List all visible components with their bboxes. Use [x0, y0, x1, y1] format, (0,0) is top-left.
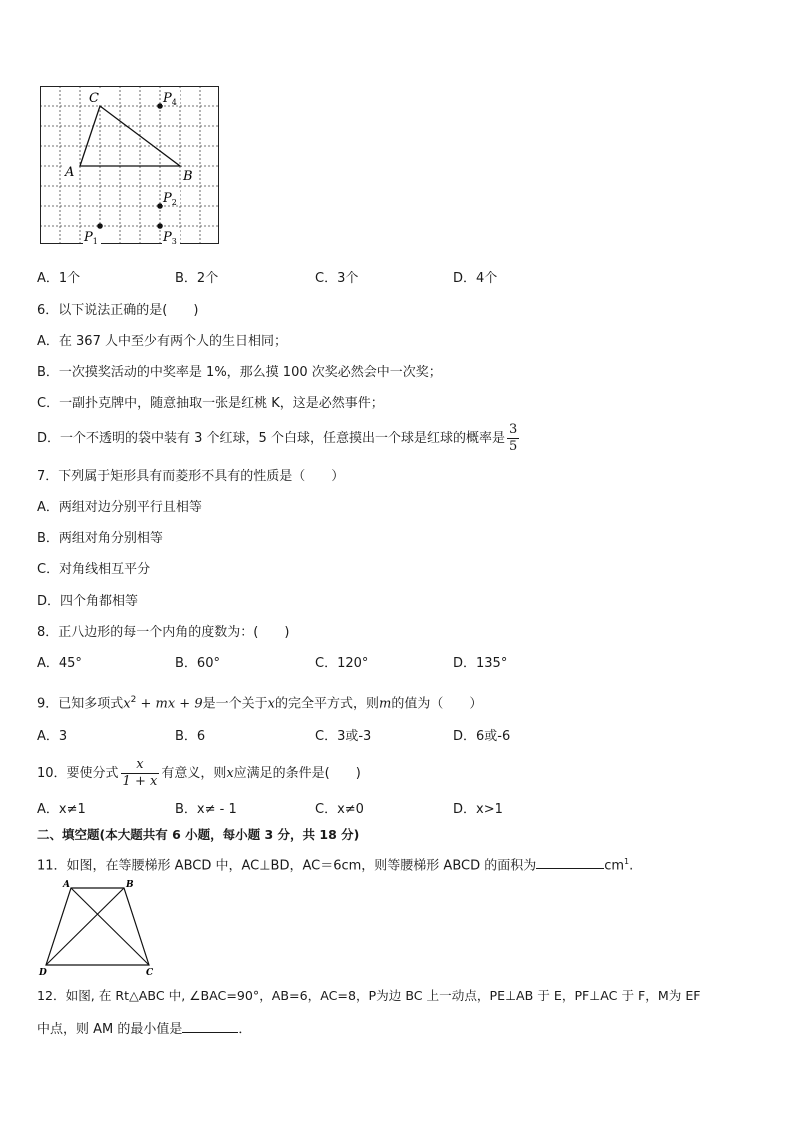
q12-end: ．: [238, 1022, 252, 1037]
q10-stem: [37, 757, 361, 790]
q9-expr: + mx + 9: [136, 696, 203, 712]
q5-option-a: A．1个: [37, 271, 81, 286]
q9-var: x: [267, 696, 275, 712]
q9-mid2: 的完全平方式，则: [274, 696, 379, 712]
q6-option-a: A．在 367 人中至少有两个人的生日相同；: [37, 334, 287, 349]
q10-x: x: [226, 766, 234, 781]
q12-line2: [37, 1018, 251, 1039]
q9-m: m: [378, 696, 392, 712]
q11-answer-blank: [536, 854, 604, 869]
q10-post1: 有意义，则: [161, 766, 227, 781]
q12-line1: 12．如图, 在 Rt△ABC 中, ∠BAC=90°，AB=6，AC=8，P为边 BC 上一动点，PE⊥AB 于 E，PF⊥AC 于 F，M为 EF: [37, 988, 701, 1003]
trap-label-b: B: [126, 880, 134, 890]
q6-option-d-text: D．一个不透明的袋中装有 3 个红球，5 个白球，任意摸出一个球是红球的概率是: [37, 431, 505, 446]
q6-fraction: [507, 422, 519, 455]
q5-option-c: C．3个: [315, 271, 359, 286]
q10-fraction-den: 1 + x: [122, 774, 158, 789]
triangle-abc: [80, 106, 180, 166]
q10-fraction: [121, 757, 160, 790]
q9-option-b: B．6: [175, 729, 206, 744]
q10-option-a: A．x≠1: [37, 802, 86, 817]
q12-text: 中点，则 AM 的最小值是: [37, 1022, 183, 1037]
label-a: A: [65, 165, 75, 180]
q11-unit-exp: 1: [624, 857, 630, 866]
point-p2: [157, 203, 163, 209]
label-p2: $P_2$: [163, 191, 177, 207]
q10-fraction-num: x: [121, 757, 160, 774]
q7-option-c: C．对角线相互平分: [37, 562, 151, 577]
trapezoid-figure: [36, 876, 162, 978]
q7-option-a: A．两组对边分别平行且相等: [37, 500, 202, 515]
q6-fraction-num: 3: [508, 422, 518, 437]
q9-mid: 是一个关于: [202, 696, 268, 712]
point-p1: [97, 223, 103, 229]
q9-exp: 2: [130, 695, 137, 705]
q9-stem: [37, 691, 482, 713]
label-c: C: [89, 91, 99, 106]
q8-option-b: B．60°: [175, 656, 220, 671]
trapezoid-abcd: [46, 888, 149, 965]
q6-option-d: [37, 422, 521, 455]
q10-option-d: D．x>1: [453, 802, 503, 817]
q7-option-d: D．四个角都相等: [37, 594, 139, 609]
q5-option-d: D．4个: [453, 271, 498, 286]
q11-stem: [37, 853, 633, 875]
q9-option-d: D．6或-6: [453, 729, 511, 744]
q6-stem: 6．以下说法正确的是( ): [37, 303, 199, 318]
q9-option-a: A．3: [37, 729, 68, 744]
section-2-title: 二、填空题(本大题共有 6 小题，每小题 3 分，共 18 分): [37, 827, 360, 842]
q9-post: 的值为（ ）: [391, 696, 483, 712]
q11-text: 11．如图，在等腰梯形 ABCD 中，AC⊥BD，AC＝6cm，则等腰梯形 ABCD 的面积为: [37, 858, 537, 874]
label-p4: $P_4$: [163, 91, 177, 107]
point-p3: [157, 223, 163, 229]
q9-x: x: [123, 696, 131, 712]
q10-option-c: C．x≠0: [315, 802, 364, 817]
label-p1: $P_1$: [84, 230, 98, 246]
trap-label-a: A: [63, 880, 70, 890]
q11-unit: cm: [604, 858, 625, 874]
q7-stem: 7．下列属于矩形具有而菱形不具有的性质是（ ）: [37, 469, 345, 484]
label-p3: $P_3$: [163, 230, 177, 246]
q12-answer-blank: [182, 1018, 238, 1033]
q6-option-b: B．一次摸奖活动的中奖率是 1%，那么摸 100 次奖必然会中一次奖；: [37, 365, 442, 380]
q5-option-b: B．2个: [175, 271, 219, 286]
grid-triangle-figure: [40, 86, 222, 248]
trap-label-d: D: [39, 968, 47, 978]
label-b: B: [183, 169, 193, 184]
q8-option-c: C．120°: [315, 656, 369, 671]
q8-option-a: A．45°: [37, 656, 82, 671]
trap-label-c: C: [146, 968, 154, 978]
point-p4: [157, 103, 163, 109]
q11-end: .: [629, 858, 634, 874]
q7-option-b: B．两组对角分别相等: [37, 531, 163, 546]
diagonal-bd: [46, 888, 124, 965]
q10-post2: 应满足的条件是( ): [233, 766, 361, 781]
q6-fraction-den: 5: [508, 439, 518, 454]
q8-stem: 8．正八边形的每一个内角的度数为：( ): [37, 625, 290, 640]
q8-option-d: D．135°: [453, 656, 508, 671]
q10-option-b: B．x≠ - 1: [175, 802, 237, 817]
q9-option-c: C．3或-3: [315, 729, 372, 744]
q6-option-c: C．一副扑克牌中，随意抽取一张是红桃 K，这是必然事件；: [37, 396, 384, 411]
diagonal-ac: [71, 888, 149, 965]
q10-pre: 10．要使分式: [37, 766, 119, 781]
q9-pre: 9．已知多项式: [37, 696, 124, 712]
